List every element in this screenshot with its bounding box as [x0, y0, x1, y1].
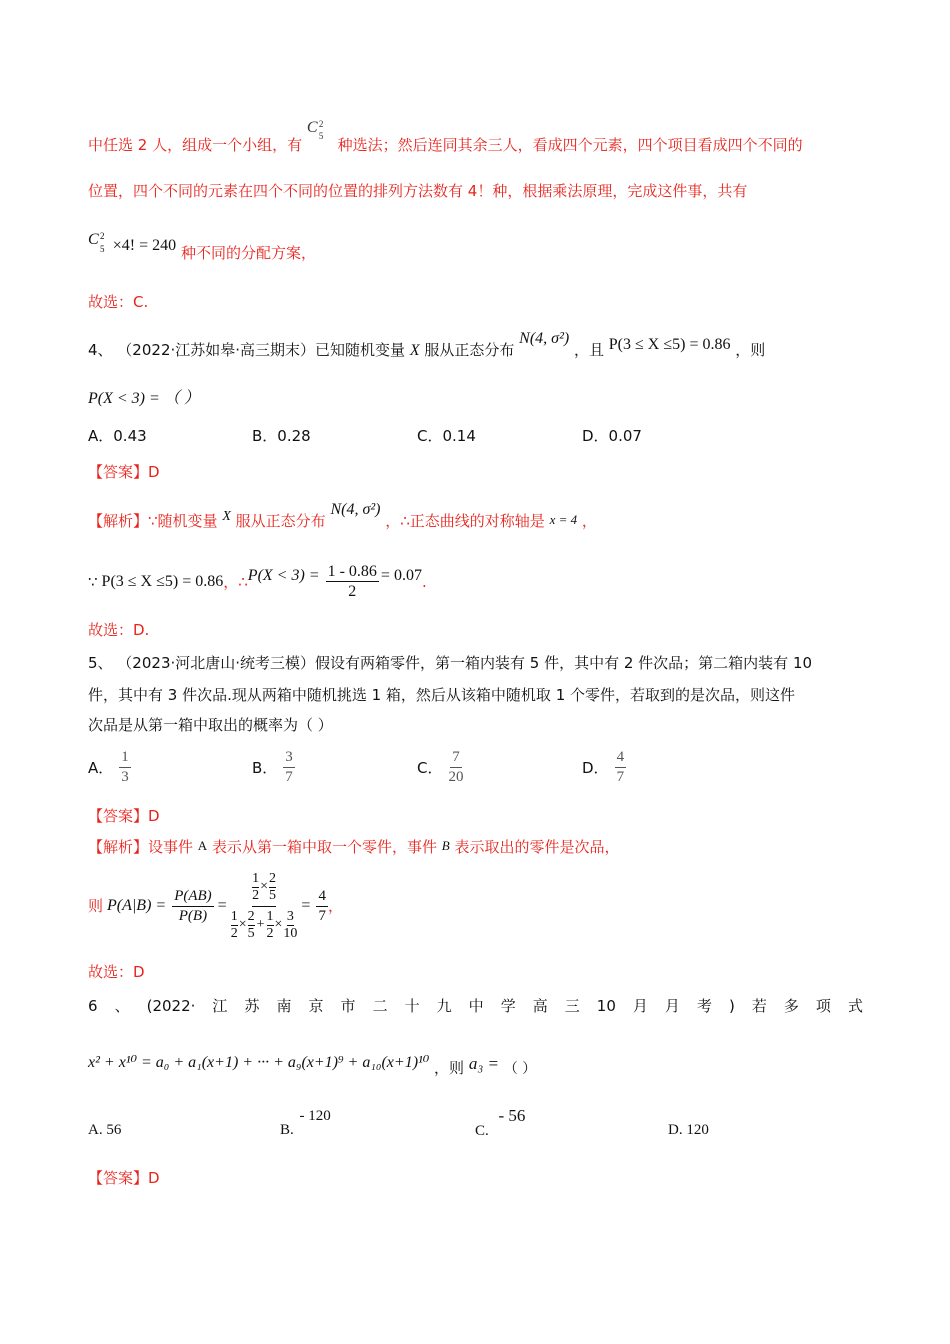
- blank-parens: （ ）: [503, 1061, 537, 1077]
- times: ×: [260, 879, 269, 894]
- option-label: D．: [582, 758, 609, 777]
- q5-solution-line-3: 故选：D: [88, 963, 145, 981]
- text: ，∴: [223, 572, 248, 591]
- q6-option-c[interactable]: [475, 1106, 526, 1141]
- times: ×: [274, 917, 283, 932]
- q5-solution-line-1: [88, 837, 620, 858]
- q4-option-d[interactable]: D．0.07: [582, 427, 642, 445]
- text: 种选法；然后连同其余三人，看成四个元素，四个项目看成四个不同的: [337, 136, 803, 154]
- q5-answer: 【答案】D: [88, 807, 160, 825]
- denominator: 7: [616, 769, 625, 785]
- denominator: 7: [318, 907, 326, 924]
- fraction: [448, 748, 463, 787]
- text: 种不同的分配方案，: [180, 244, 316, 262]
- q6-stem-line-1: [88, 996, 863, 1016]
- event-b: B: [441, 838, 450, 853]
- prob-expr: P(3 ≤ X ≤5) = 0.86: [101, 572, 224, 590]
- option-label: B．: [252, 758, 278, 777]
- compound-numerator: [252, 871, 276, 907]
- fraction: [267, 909, 274, 942]
- text: ，: [581, 512, 597, 530]
- plus: +: [256, 917, 265, 932]
- compound-fraction: [231, 871, 298, 942]
- fraction: [269, 871, 276, 904]
- option-label: C．: [417, 758, 443, 777]
- numerator: 2: [247, 908, 255, 924]
- text: 则: [88, 897, 104, 915]
- fraction: [172, 887, 213, 926]
- option-label: D. 120: [668, 1122, 709, 1138]
- word: 京: [308, 997, 324, 1015]
- numerator: 3: [283, 748, 295, 768]
- normal-dist: N(4, σ²): [330, 501, 381, 518]
- text: ，∴正态曲线的对称轴是: [385, 512, 545, 530]
- para-line-1: [88, 119, 803, 155]
- prob-expr: P(X < 3) =: [247, 566, 320, 584]
- cond-prob: P(A|B) =: [107, 897, 167, 914]
- text: ，则: [735, 341, 766, 359]
- q4-answer: 【答案】D: [88, 463, 160, 481]
- prob-expr: P(X < 3) = （ ）: [88, 390, 200, 407]
- word: 中: [468, 997, 484, 1015]
- q5-option-c[interactable]: [417, 748, 463, 787]
- numerator: 7: [450, 748, 462, 768]
- q5-stem-line-1: 5、 （2023·河北唐山·统考三模）假设有两箱零件，第一箱内装有 5 件，其中有 2 件次品；第二箱内装有 10: [88, 654, 813, 672]
- word: ): [728, 997, 735, 1015]
- word: 学: [500, 997, 516, 1015]
- text: 服从正态分布: [424, 341, 515, 359]
- numerator: 1: [252, 870, 260, 886]
- q6-option-d[interactable]: [668, 1120, 709, 1140]
- q5-option-a[interactable]: [88, 748, 131, 787]
- word: 考: [696, 997, 712, 1015]
- option-label: A. 56: [88, 1122, 122, 1138]
- q5-stem-line-3: 次品是从第一箱中取出的概率为（ ）: [88, 716, 333, 734]
- para-line-4: 故选：C.: [88, 293, 149, 311]
- c-letter: C: [306, 119, 318, 136]
- numerator: 1: [230, 908, 238, 924]
- word: 10: [596, 997, 616, 1015]
- fraction: [231, 909, 238, 942]
- word: 南: [276, 997, 292, 1015]
- word: 月: [664, 997, 680, 1015]
- word: 、: [114, 997, 130, 1015]
- option-value: - 120: [299, 1108, 331, 1124]
- fraction: [248, 909, 255, 942]
- c-sub: 5: [100, 244, 105, 254]
- denominator: 2: [230, 925, 238, 941]
- denominator: P(B): [178, 907, 208, 924]
- q6-stem-line-2: [88, 1054, 537, 1079]
- denominator: 2: [252, 887, 260, 903]
- q6-answer: 【答案】D: [88, 1169, 160, 1187]
- equals: =: [217, 897, 227, 914]
- denominator: 2: [266, 925, 274, 941]
- text: ∵: [88, 572, 98, 591]
- word: 二: [372, 997, 388, 1015]
- text: 4、 （2022·江苏如皋·高三期末）已知随机变量: [88, 341, 406, 359]
- fraction: [252, 871, 259, 904]
- word: 多: [783, 997, 799, 1015]
- word: 十: [404, 997, 420, 1015]
- text: ，则: [434, 1059, 465, 1077]
- word: 三: [564, 997, 580, 1015]
- equals: =: [301, 897, 311, 914]
- q4-solution-line-1: [88, 501, 597, 533]
- word: 6: [88, 997, 98, 1015]
- fraction: [316, 887, 328, 926]
- word: 苏: [244, 997, 260, 1015]
- denominator: 10: [283, 925, 298, 941]
- denominator: 5: [247, 925, 255, 941]
- q5-solution-line-2: [88, 866, 343, 946]
- axis-expr: x = 4: [549, 512, 578, 527]
- text: ，且: [573, 341, 604, 359]
- fraction: [615, 748, 627, 787]
- fraction: [119, 748, 131, 787]
- coefficient-a3: a₃ =: [468, 1054, 499, 1073]
- fraction: [283, 909, 297, 942]
- text: 表示取出的零件是次品，: [454, 838, 620, 856]
- numerator: 1 - 0.86: [327, 563, 377, 580]
- word: 市: [340, 997, 356, 1015]
- compound-denominator: [231, 907, 298, 942]
- prob-expr: P(3 ≤ X ≤5) = 0.86: [608, 336, 731, 353]
- q4-option-c[interactable]: C．0.14: [417, 427, 476, 445]
- q5-option-d[interactable]: [582, 748, 626, 787]
- polynomial-expr: x² + x¹⁰ = a₀ + a₁(x+1) + ··· + a₉(x+1)⁹ + a₁₀(x+1)¹⁰: [88, 1054, 430, 1071]
- denominator: 2: [348, 583, 357, 600]
- q4-solution-line-3: 故选：D.: [88, 621, 150, 639]
- var-x: X: [409, 342, 420, 359]
- numerator: 1: [119, 748, 131, 768]
- c-sup: 2: [100, 231, 105, 241]
- option-label: B.: [280, 1122, 294, 1138]
- numerator: 1: [266, 908, 274, 924]
- word: 高: [532, 997, 548, 1015]
- denominator: 20: [448, 769, 464, 785]
- text: 服从正态分布: [235, 512, 326, 530]
- text: ，: [327, 897, 343, 915]
- denominator: 5: [269, 887, 277, 903]
- c-sup: 2: [318, 119, 324, 129]
- para-line-3: [88, 231, 316, 264]
- q4-option-b[interactable]: B．0.28: [252, 427, 311, 445]
- result: = 0.07: [380, 566, 422, 584]
- denominator: 7: [285, 769, 293, 785]
- numerator: 4: [615, 748, 627, 768]
- text: 表示从第一箱中取一个零件，事件: [211, 838, 437, 856]
- option-label: C.: [475, 1123, 489, 1139]
- numerator: P(AB): [172, 887, 213, 907]
- word: 项: [815, 997, 831, 1015]
- c-sub: 5: [318, 131, 324, 141]
- q6-option-b[interactable]: [280, 1108, 331, 1140]
- q4-option-a[interactable]: A．0.43: [88, 427, 147, 445]
- numerator: 2: [269, 870, 277, 886]
- para-line-2: 位置，四个不同的元素在四个不同的位置的排列方法数有 4！种，根据乘法原理，完成这件事，共有: [88, 182, 748, 200]
- q5-stem-line-2: 件，其中有 3 件次品.现从两箱中随机挑选 1 箱，然后从该箱中随机取 1 个零件，若取到的是次品，则这件: [88, 686, 796, 704]
- fraction: [283, 748, 295, 787]
- times: ×: [238, 917, 247, 932]
- text: 【解析】∵随机变量: [88, 512, 218, 530]
- option-value: - 56: [498, 1106, 526, 1125]
- q4-solution-line-2: [88, 562, 427, 601]
- word: (2022·: [146, 997, 196, 1015]
- word: 式: [847, 997, 863, 1015]
- combination-symbol: [306, 119, 333, 150]
- word: 若: [751, 997, 767, 1015]
- q4-stem-line-2: [88, 388, 200, 409]
- event-a: A: [197, 838, 208, 853]
- numerator: 3: [286, 908, 294, 924]
- text: 【解析】设事件: [88, 838, 194, 856]
- c-letter: C: [88, 231, 99, 248]
- option-label: A．: [88, 758, 114, 777]
- q5-option-b[interactable]: [252, 748, 295, 787]
- text: .: [421, 572, 427, 591]
- denominator: 3: [121, 769, 129, 785]
- word: 九: [436, 997, 452, 1015]
- word: 江: [212, 997, 228, 1015]
- combination-symbol: [88, 231, 108, 258]
- numerator: 4: [316, 887, 328, 907]
- q4-stem-line-1: [88, 330, 766, 361]
- var-x: X: [222, 509, 231, 524]
- text: 中任选 2 人，组成一个小组，有: [88, 136, 303, 154]
- fraction: [326, 562, 379, 601]
- word: 月: [632, 997, 648, 1015]
- normal-dist: N(4, σ²): [519, 330, 570, 347]
- q6-option-a[interactable]: [88, 1120, 121, 1140]
- math-expr: ×4! = 240: [112, 237, 177, 254]
